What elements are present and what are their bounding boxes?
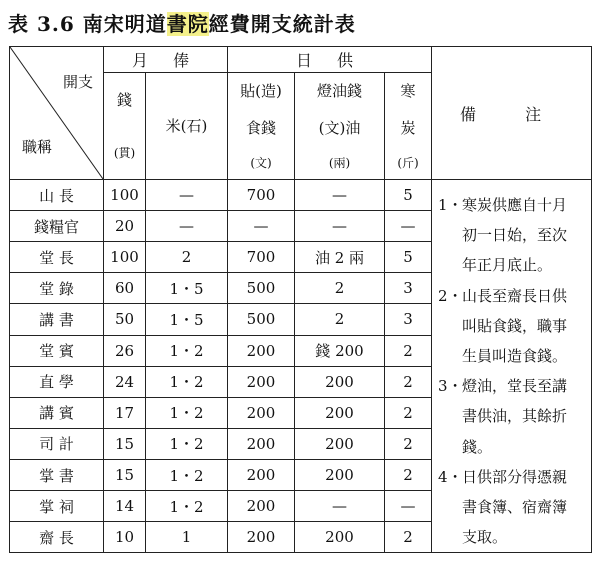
note-line: 書供油，其餘折 (462, 407, 568, 426)
cell-charcoal: 2 (385, 522, 432, 553)
cell-charcoal: 2 (385, 428, 432, 459)
cell-oil: 2 (295, 273, 385, 304)
cell-rice: 1・2 (146, 335, 228, 366)
remarks-notes (432, 180, 592, 553)
cell-oil: 200 (295, 522, 385, 553)
diagonal-divider (10, 47, 103, 179)
cell-title: 堂 錄 (10, 273, 104, 304)
corner-label-title: 職稱 (22, 138, 53, 156)
col-header-oil-line3: (兩) (328, 155, 351, 170)
note-item (438, 190, 585, 281)
note-text (462, 190, 585, 281)
cell-food: 500 (228, 304, 295, 335)
cell-food: 500 (228, 273, 295, 304)
cell-money: 14 (104, 491, 146, 522)
cell-food: 200 (228, 491, 295, 522)
expense-table (9, 46, 592, 553)
cell-oil: 2 (295, 304, 385, 335)
cell-money: 60 (104, 273, 146, 304)
cell-money: 15 (104, 459, 146, 490)
cell-charcoal: — (385, 491, 432, 522)
cell-food: 700 (228, 242, 295, 273)
note-number: 2・ (438, 286, 463, 305)
cell-title: 直 學 (10, 366, 104, 397)
cell-rice: 1・2 (146, 397, 228, 428)
table-title (8, 9, 356, 39)
note-line: 支取。 (462, 528, 508, 547)
cell-title: 堂 長 (10, 242, 104, 273)
col-header-money (104, 73, 146, 180)
cell-food: 200 (228, 459, 295, 490)
col-header-food-line2: 食錢 (245, 118, 276, 137)
cell-charcoal: 3 (385, 304, 432, 335)
note-line: 書食簿、宿齋簿 (462, 498, 568, 517)
cell-rice: 2 (146, 242, 228, 273)
note-number: 4・ (438, 467, 463, 486)
cell-money: 24 (104, 366, 146, 397)
note-line: 年正月底止。 (462, 256, 553, 275)
title-prefix: 表 3.6 南宋明道 (8, 12, 167, 36)
title-suffix: 經費開支統計表 (208, 12, 356, 36)
table-row (10, 180, 592, 211)
note-line: 錢。 (462, 437, 493, 456)
cell-oil: 200 (295, 397, 385, 428)
col-header-oil (295, 73, 385, 180)
cell-food: 200 (228, 335, 295, 366)
cell-title: 掌 祠 (10, 491, 104, 522)
col-header-charcoal (385, 73, 432, 180)
cell-rice: — (146, 211, 228, 242)
col-header-money-line2: (貫) (113, 146, 136, 161)
cell-title: 講 書 (10, 304, 104, 335)
cell-money: 50 (104, 304, 146, 335)
cell-title: 齋 長 (10, 522, 104, 553)
cell-rice: — (146, 180, 228, 211)
note-line: 叫貼食錢，職事 (462, 316, 568, 335)
cell-oil: — (295, 180, 385, 211)
cell-charcoal: 2 (385, 335, 432, 366)
note-item (438, 462, 585, 553)
cell-charcoal: — (385, 211, 432, 242)
cell-rice: 1・2 (146, 491, 228, 522)
col-header-oil-line2: (文)油 (318, 118, 361, 137)
note-line: 初一日始，至次 (462, 226, 568, 245)
col-header-rice (146, 73, 228, 180)
cell-rice: 1・2 (146, 428, 228, 459)
col-header-money-line1: 錢 (116, 91, 132, 110)
cell-food: 700 (228, 180, 295, 211)
col-header-food (228, 73, 295, 180)
cell-money: 15 (104, 428, 146, 459)
cell-title: 掌 書 (10, 459, 104, 490)
cell-money: 10 (104, 522, 146, 553)
cell-food: 200 (228, 428, 295, 459)
cell-title: 講 賓 (10, 397, 104, 428)
cell-oil: 200 (295, 459, 385, 490)
corner-label-expense: 開支 (62, 73, 93, 91)
group-header-monthly: 月 俸 (104, 47, 228, 73)
cell-oil: — (295, 211, 385, 242)
cell-oil: — (295, 491, 385, 522)
cell-money: 26 (104, 335, 146, 366)
note-line: 山長至齋長日供 (462, 286, 568, 305)
col-header-rice-line1: 米(石) (165, 116, 208, 135)
cell-rice: 1 (146, 522, 228, 553)
cell-rice: 1・5 (146, 304, 228, 335)
cell-oil: 200 (295, 366, 385, 397)
cell-money: 100 (104, 242, 146, 273)
cell-title: 山 長 (10, 180, 104, 211)
note-line: 燈油，堂長至講 (462, 377, 568, 396)
cell-rice: 1・2 (146, 459, 228, 490)
note-text (462, 281, 585, 372)
note-line: 日供部分得憑親 (462, 467, 568, 486)
cell-charcoal: 2 (385, 366, 432, 397)
col-header-food-line1: 貼(造) (240, 82, 282, 101)
cell-food: — (228, 211, 295, 242)
cell-oil: 錢 200 (295, 335, 385, 366)
cell-food: 200 (228, 522, 295, 553)
note-item (438, 281, 585, 372)
note-text (462, 371, 585, 462)
note-line: 生員叫造食錢。 (462, 347, 568, 366)
cell-money: 20 (104, 211, 146, 242)
cell-food: 200 (228, 366, 295, 397)
cell-charcoal: 2 (385, 397, 432, 428)
note-item (438, 371, 585, 462)
col-header-charcoal-line3: (斤) (397, 155, 419, 170)
col-header-charcoal-line1: 寒 (400, 82, 416, 101)
col-header-oil-line1: 燈油錢 (316, 82, 362, 101)
cell-title: 錢糧官 (10, 211, 104, 242)
cell-money: 17 (104, 397, 146, 428)
note-line: 寒炭供應自十月 (462, 196, 568, 214)
col-header-charcoal-line2: 炭 (400, 118, 416, 137)
group-header-daily: 日 供 (228, 47, 432, 73)
cell-charcoal: 5 (385, 242, 432, 273)
cell-rice: 1・5 (146, 273, 228, 304)
cell-rice: 1・2 (146, 366, 228, 397)
note-text (462, 462, 585, 553)
cell-oil: 200 (295, 428, 385, 459)
cell-food: 200 (228, 397, 295, 428)
cell-title: 司 計 (10, 428, 104, 459)
cell-charcoal: 3 (385, 273, 432, 304)
cell-charcoal: 5 (385, 180, 432, 211)
remarks-header: 備 注 (432, 47, 592, 180)
title-highlight: 書院 (166, 12, 209, 36)
cell-money: 100 (104, 180, 146, 211)
cell-charcoal: 2 (385, 459, 432, 490)
note-number: 3・ (438, 377, 463, 396)
cell-oil: 油 2 兩 (295, 242, 385, 273)
note-number: 1・ (438, 196, 463, 214)
cell-title: 堂 賓 (10, 335, 104, 366)
col-header-food-line3: (文) (250, 155, 272, 170)
corner-header (10, 47, 104, 180)
